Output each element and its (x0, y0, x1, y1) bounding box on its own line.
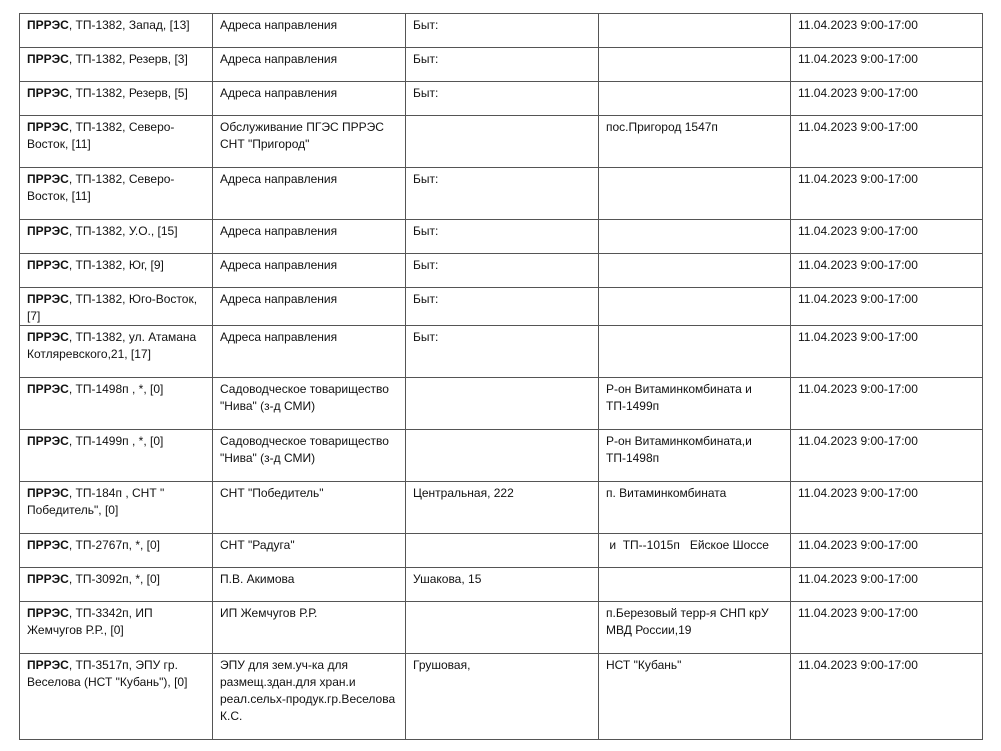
time-cell: 11.04.2023 9:00-17:00 (791, 534, 983, 568)
table-row (20, 116, 983, 168)
table-row (20, 168, 983, 220)
note-cell: Р-он Витаминкомбината и ТП-1499п (599, 378, 791, 430)
note-cell: НСТ "Кубань" (599, 654, 791, 740)
table-row (20, 254, 983, 288)
consumer-cell: Адреса направления (213, 48, 406, 82)
street-cell: Быт: (406, 220, 599, 254)
object-text: , ТП-1382, Запад, [13] (68, 18, 190, 32)
note-cell (599, 326, 791, 378)
table-row (20, 14, 983, 48)
consumer-cell: П.В. Акимова (213, 568, 406, 602)
table-row (20, 482, 983, 534)
note-cell (599, 168, 791, 220)
note-cell (599, 568, 791, 602)
object-cell (20, 116, 213, 168)
object-cell (20, 254, 213, 288)
object-text: , ТП-1499п , *, [0] (68, 434, 164, 448)
note-cell (599, 254, 791, 288)
consumer-cell: Адреса направления (213, 220, 406, 254)
time-cell: 11.04.2023 9:00-17:00 (791, 14, 983, 48)
object-text: , ТП-1382, Резерв, [3] (68, 52, 188, 66)
object-text: , ТП-1382, Северо-Восток, [11] (27, 172, 175, 203)
street-cell: Быт: (406, 254, 599, 288)
table-row (20, 378, 983, 430)
org-name: ПРРЭС (27, 120, 69, 134)
time-cell: 11.04.2023 9:00-17:00 (791, 220, 983, 254)
street-cell: Быт: (406, 288, 599, 326)
object-cell (20, 168, 213, 220)
object-cell (20, 288, 213, 326)
street-cell: Быт: (406, 326, 599, 378)
time-cell: 11.04.2023 9:00-17:00 (791, 568, 983, 602)
object-cell (20, 482, 213, 534)
object-text: , ТП-2767п, *, [0] (68, 538, 161, 552)
org-name: ПРРЭС (27, 606, 69, 620)
object-cell (20, 378, 213, 430)
street-cell: Быт: (406, 168, 599, 220)
street-cell: Быт: (406, 48, 599, 82)
time-cell: 11.04.2023 9:00-17:00 (791, 116, 983, 168)
org-name: ПРРЭС (27, 52, 69, 66)
org-name: ПРРЭС (27, 538, 69, 552)
consumer-cell: СНТ "Радуга" (213, 534, 406, 568)
org-name: ПРРЭС (27, 18, 69, 32)
consumer-cell: Адреса направления (213, 288, 406, 326)
note-cell: и ТП--1015п Ейское Шоссе (599, 534, 791, 568)
table-row (20, 430, 983, 482)
note-cell: п.Березовый терр-я СНП крУ МВД России,19 (599, 602, 791, 654)
table-row (20, 288, 983, 326)
table-row (20, 48, 983, 82)
time-cell: 11.04.2023 9:00-17:00 (791, 602, 983, 654)
org-name: ПРРЭС (27, 434, 69, 448)
consumer-cell: Адреса направления (213, 14, 406, 48)
table-row (20, 220, 983, 254)
time-cell: 11.04.2023 9:00-17:00 (791, 48, 983, 82)
consumer-cell: ЭПУ для зем.уч-ка для размещ.здан.для хран.и реал.сельх-продук.гр.Веселова К.С. (213, 654, 406, 740)
consumer-cell: Адреса направления (213, 254, 406, 288)
object-text: , ТП-184п , СНТ " Победитель", [0] (27, 486, 165, 517)
object-cell (20, 326, 213, 378)
time-cell: 11.04.2023 9:00-17:00 (791, 168, 983, 220)
consumer-cell: Садоводческое товарищество "Нива" (з-д СМИ) (213, 378, 406, 430)
table-row (20, 568, 983, 602)
time-cell: 11.04.2023 9:00-17:00 (791, 326, 983, 378)
object-text: , ТП-1382, Юг, [9] (68, 258, 164, 272)
object-cell (20, 82, 213, 116)
street-cell (406, 602, 599, 654)
object-cell (20, 602, 213, 654)
org-name: ПРРЭС (27, 86, 69, 100)
object-text: , ТП-3517п, ЭПУ гр. Веселова (НСТ "Кубань"), [0] (27, 658, 188, 689)
consumer-cell: Обслуживание ПГЭС ПРРЭС СНТ "Пригород" (213, 116, 406, 168)
org-name: ПРРЭС (27, 172, 69, 186)
note-cell: Р-он Витаминкомбината,и ТП-1498п (599, 430, 791, 482)
org-name: ПРРЭС (27, 258, 69, 272)
street-cell: Ушакова, 15 (406, 568, 599, 602)
time-cell: 11.04.2023 9:00-17:00 (791, 482, 983, 534)
street-cell: Быт: (406, 14, 599, 48)
street-cell (406, 378, 599, 430)
street-cell (406, 534, 599, 568)
consumer-cell: СНТ "Победитель" (213, 482, 406, 534)
object-cell (20, 48, 213, 82)
time-cell: 11.04.2023 9:00-17:00 (791, 254, 983, 288)
time-cell: 11.04.2023 9:00-17:00 (791, 654, 983, 740)
object-cell (20, 568, 213, 602)
table-row (20, 82, 983, 116)
object-text: , ТП-1382, ул. Атамана Котляревского,21, [17] (27, 330, 197, 361)
note-cell (599, 220, 791, 254)
object-cell (20, 534, 213, 568)
street-cell (406, 430, 599, 482)
street-cell (406, 116, 599, 168)
org-name: ПРРЭС (27, 224, 69, 238)
object-text: , ТП-1382, У.О., [15] (68, 224, 178, 238)
org-name: ПРРЭС (27, 330, 69, 344)
note-cell (599, 82, 791, 116)
org-name: ПРРЭС (27, 486, 69, 500)
time-cell: 11.04.2023 9:00-17:00 (791, 288, 983, 326)
table-body (20, 14, 983, 740)
time-cell: 11.04.2023 9:00-17:00 (791, 82, 983, 116)
object-text: , ТП-1382, Резерв, [5] (68, 86, 188, 100)
table-row (20, 602, 983, 654)
street-cell: Быт: (406, 82, 599, 116)
org-name: ПРРЭС (27, 382, 69, 396)
object-text: , ТП-3092п, *, [0] (68, 572, 161, 586)
org-name: ПРРЭС (27, 658, 69, 672)
object-cell (20, 654, 213, 740)
note-cell: п. Витаминкомбината (599, 482, 791, 534)
note-cell (599, 14, 791, 48)
object-cell (20, 14, 213, 48)
object-text: , ТП-3342п, ИП Жемчугов Р.Р., [0] (27, 606, 153, 637)
table-row (20, 534, 983, 568)
object-text: , ТП-1382, Северо-Восток, [11] (27, 120, 175, 151)
note-cell (599, 48, 791, 82)
object-text: , ТП-1382, Юго-Восток, [7] (27, 292, 198, 323)
note-cell (599, 288, 791, 326)
table-row (20, 326, 983, 378)
time-cell: 11.04.2023 9:00-17:00 (791, 378, 983, 430)
note-cell: пос.Пригород 1547п (599, 116, 791, 168)
consumer-cell: Адреса направления (213, 326, 406, 378)
org-name: ПРРЭС (27, 292, 69, 306)
consumer-cell: Адреса направления (213, 82, 406, 116)
object-text: , ТП-1498п , *, [0] (68, 382, 164, 396)
table-row (20, 654, 983, 740)
consumer-cell: ИП Жемчугов Р.Р. (213, 602, 406, 654)
org-name: ПРРЭС (27, 572, 69, 586)
object-cell (20, 220, 213, 254)
time-cell: 11.04.2023 9:00-17:00 (791, 430, 983, 482)
street-cell: Центральная, 222 (406, 482, 599, 534)
street-cell: Грушовая, (406, 654, 599, 740)
consumer-cell: Адреса направления (213, 168, 406, 220)
outage-schedule-table (19, 13, 983, 740)
consumer-cell: Садоводческое товарищество "Нива" (з-д СМИ) (213, 430, 406, 482)
object-cell (20, 430, 213, 482)
